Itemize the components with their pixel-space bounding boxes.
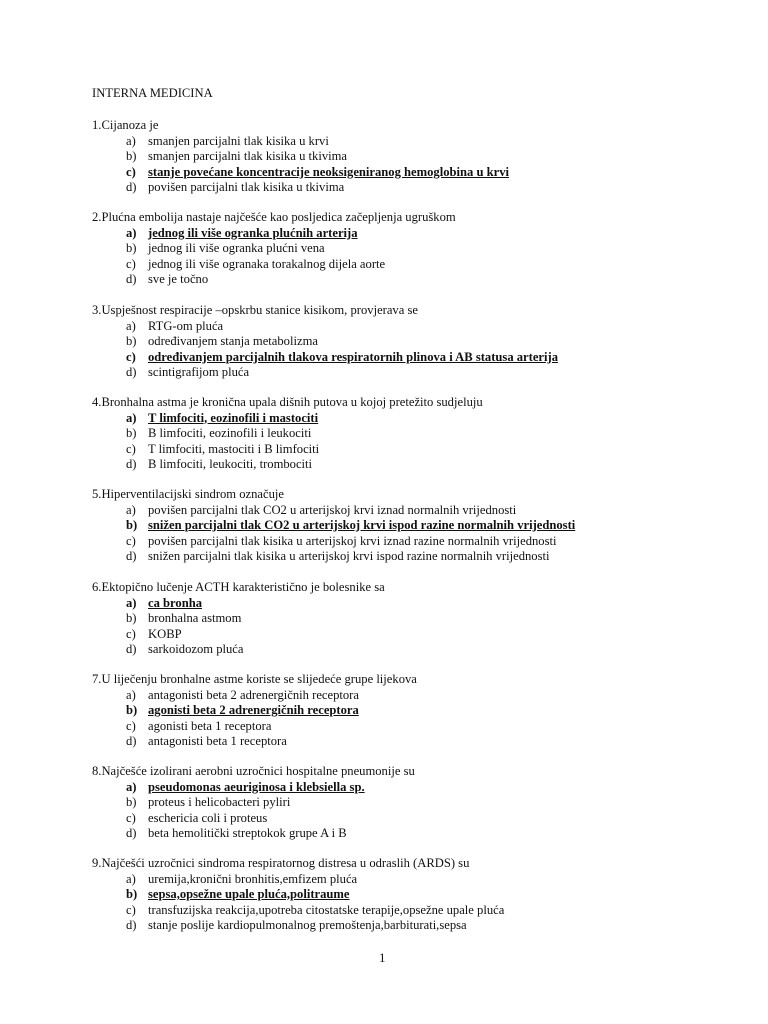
answer-option xyxy=(92,549,712,565)
answer-option xyxy=(92,642,712,658)
answer-option xyxy=(92,627,712,643)
question-text: 7.U liječenju bronhalne astme koriste se slijedeće grupe lijekova xyxy=(92,672,417,686)
answer-option xyxy=(92,134,712,150)
option-text: povišen parcijalni tlak kisika u tkivima xyxy=(148,180,345,194)
answer-option xyxy=(92,918,712,934)
option-text: sepsa,opsežne upale pluća,politraume xyxy=(148,887,350,901)
answer-option xyxy=(92,795,712,811)
option-letter: c) xyxy=(126,718,136,733)
option-text: sarkoidozom pluća xyxy=(148,642,244,656)
answer-option-correct xyxy=(92,411,712,427)
option-letter: c) xyxy=(126,349,136,364)
option-letter: b) xyxy=(126,703,138,717)
option-letter: b) xyxy=(126,795,137,809)
question-9 xyxy=(92,856,712,934)
question-1 xyxy=(92,118,712,196)
question-2 xyxy=(92,210,712,288)
answer-option-correct xyxy=(92,596,712,612)
option-text: bronhalna astmom xyxy=(148,611,242,625)
option-text: antagonisti beta 1 receptora xyxy=(148,734,287,748)
answer-option xyxy=(92,503,712,519)
option-letter: b) xyxy=(126,149,137,163)
document-title: INTERNA MEDICINA xyxy=(92,86,213,100)
answer-option xyxy=(92,257,712,273)
question-7 xyxy=(92,672,712,750)
answer-option-correct xyxy=(92,887,712,903)
answer-option xyxy=(92,272,712,288)
answer-option xyxy=(92,149,712,165)
option-letter: d) xyxy=(126,826,137,840)
answer-option xyxy=(92,872,712,888)
answer-option xyxy=(92,365,712,381)
question-text: 4.Bronhalna astma je kronična upala dišnih putova u kojoj pretežito sudjeluju xyxy=(92,395,483,409)
option-text: T limfociti, mastociti i B limfociti xyxy=(148,441,320,456)
answer-option-correct xyxy=(92,165,712,181)
option-text: povišen parcijalni tlak CO2 u arterijskoj krvi iznad normalnih vrijednosti xyxy=(148,502,517,517)
answer-option xyxy=(92,688,712,704)
option-text: transfuzijska reakcija,upotreba citostatske terapije,opsežne upale pluća xyxy=(148,902,505,917)
option-letter: b) xyxy=(126,241,137,255)
answer-option xyxy=(92,241,712,257)
option-letter: b) xyxy=(126,426,137,440)
page-number: 1 xyxy=(379,950,386,965)
question-text: 5.Hiperventilacijski sindrom označuje xyxy=(92,487,284,501)
option-text: proteus i helicobacteri pyliri xyxy=(148,795,291,809)
option-letter: b) xyxy=(126,887,138,901)
option-text: antagonisti beta 2 adrenergičnih receptora xyxy=(148,687,359,702)
option-text: smanjen parcijalni tlak kisika u tkivima xyxy=(148,149,348,163)
question-text: 9.Najčešći uzročnici sindroma respiratornog distresa u odraslih (ARDS) su xyxy=(92,856,470,870)
option-letter: a) xyxy=(126,318,136,333)
answer-option xyxy=(92,457,712,473)
option-letter: a) xyxy=(126,595,137,610)
question-4 xyxy=(92,395,712,473)
option-letter: c) xyxy=(126,810,136,825)
option-text: stanje poslije kardiopulmonalnog premoštenja,barbiturati,sepsa xyxy=(148,918,467,932)
option-text: snižen parcijalni tlak kisika u arterijskoj krvi ispod razine normalnih vrijednosti xyxy=(148,549,550,563)
answer-option-correct xyxy=(92,226,712,242)
option-text: B limfociti, leukociti, trombociti xyxy=(148,457,313,471)
option-letter: d) xyxy=(126,918,137,932)
option-text: T limfociti, eozinofili i mastociti xyxy=(148,410,319,425)
option-text: agonisti beta 1 receptora xyxy=(148,718,272,733)
option-letter: a) xyxy=(126,502,136,517)
question-5 xyxy=(92,487,712,565)
option-letter: d) xyxy=(126,180,137,194)
option-letter: d) xyxy=(126,549,137,563)
answer-option-correct xyxy=(92,350,712,366)
option-letter: c) xyxy=(126,441,136,456)
option-letter: a) xyxy=(126,133,136,148)
answer-option-correct xyxy=(92,703,712,719)
answer-option xyxy=(92,534,712,550)
option-letter: c) xyxy=(126,533,136,548)
option-letter: c) xyxy=(126,164,136,179)
option-letter: a) xyxy=(126,871,136,886)
option-letter: a) xyxy=(126,779,137,794)
option-text: agonisti beta 2 adrenergičnih receptora xyxy=(148,703,359,717)
answer-option xyxy=(92,719,712,735)
question-text: 1.Cijanoza je xyxy=(92,118,159,132)
question-3 xyxy=(92,303,712,381)
option-letter: c) xyxy=(126,256,136,271)
option-letter: a) xyxy=(126,410,137,425)
answer-option xyxy=(92,734,712,750)
option-letter: b) xyxy=(126,334,137,348)
answer-option xyxy=(92,426,712,442)
answer-option xyxy=(92,319,712,335)
option-text: sve je točno xyxy=(148,272,209,286)
question-6 xyxy=(92,580,712,658)
option-text: određivanjem stanja metabolizma xyxy=(148,334,318,348)
option-text: jednog ili više ogranka plućnih arterija xyxy=(148,225,358,240)
answer-option xyxy=(92,903,712,919)
answer-option-correct xyxy=(92,518,712,534)
option-letter: d) xyxy=(126,272,137,286)
answer-option xyxy=(92,334,712,350)
option-letter: b) xyxy=(126,518,138,532)
option-letter: a) xyxy=(126,687,136,702)
option-text: scintigrafijom pluća xyxy=(148,365,250,379)
answer-option xyxy=(92,826,712,842)
option-letter: d) xyxy=(126,457,137,471)
answer-option xyxy=(92,811,712,827)
option-letter: c) xyxy=(126,626,136,641)
option-text: RTG-om pluća xyxy=(148,318,224,333)
option-text: pseudomonas aeuriginosa i klebsiella sp. xyxy=(148,779,365,794)
answer-option xyxy=(92,442,712,458)
answer-option xyxy=(92,180,712,196)
option-text: ca bronha xyxy=(148,595,203,610)
option-text: eschericia coli i proteus xyxy=(148,810,268,825)
option-letter: d) xyxy=(126,734,137,748)
option-text: smanjen parcijalni tlak kisika u krvi xyxy=(148,133,329,148)
option-letter: d) xyxy=(126,642,137,656)
answer-option xyxy=(92,611,712,627)
option-text: uremija,kronični bronhitis,emfizem pluća xyxy=(148,871,358,886)
answer-option-correct xyxy=(92,780,712,796)
option-text: KOBP xyxy=(148,626,182,641)
option-text: jednog ili više ogranka plućni vena xyxy=(148,241,325,255)
option-text: jednog ili više ogranaka torakalnog dijela aorte xyxy=(148,256,386,271)
option-text: povišen parcijalni tlak kisika u arterijskoj krvi iznad razine normalnih vrijednosti xyxy=(148,533,557,548)
question-8 xyxy=(92,764,712,842)
question-text: 6.Ektopično lučenje ACTH karakteristično je bolesnike sa xyxy=(92,580,385,594)
option-text: stanje povećane koncentracije neoksigeniranog hemoglobina u krvi xyxy=(148,164,510,179)
option-letter: b) xyxy=(126,611,137,625)
question-text: 2.Plućna embolija nastaje najčešće kao posljedica začepljenja ugruškom xyxy=(92,210,456,224)
question-text: 3.Uspješnost respiracije –opskrbu stanice kisikom, provjerava se xyxy=(92,303,418,317)
option-letter: c) xyxy=(126,902,136,917)
option-text: beta hemolitički streptokok grupe A i B xyxy=(148,826,347,840)
option-letter: d) xyxy=(126,365,137,379)
option-text: određivanjem parcijalnih tlakova respiratornih plinova i AB statusa arterija xyxy=(148,349,559,364)
question-text: 8.Najčešće izolirani aerobni uzročnici hospitalne pneumonije su xyxy=(92,764,415,778)
option-text: snižen parcijalni tlak CO2 u arterijskoj krvi ispod razine normalnih vrijednosti xyxy=(148,518,576,532)
option-text: B limfociti, eozinofili i leukociti xyxy=(148,426,312,440)
option-letter: a) xyxy=(126,225,137,240)
